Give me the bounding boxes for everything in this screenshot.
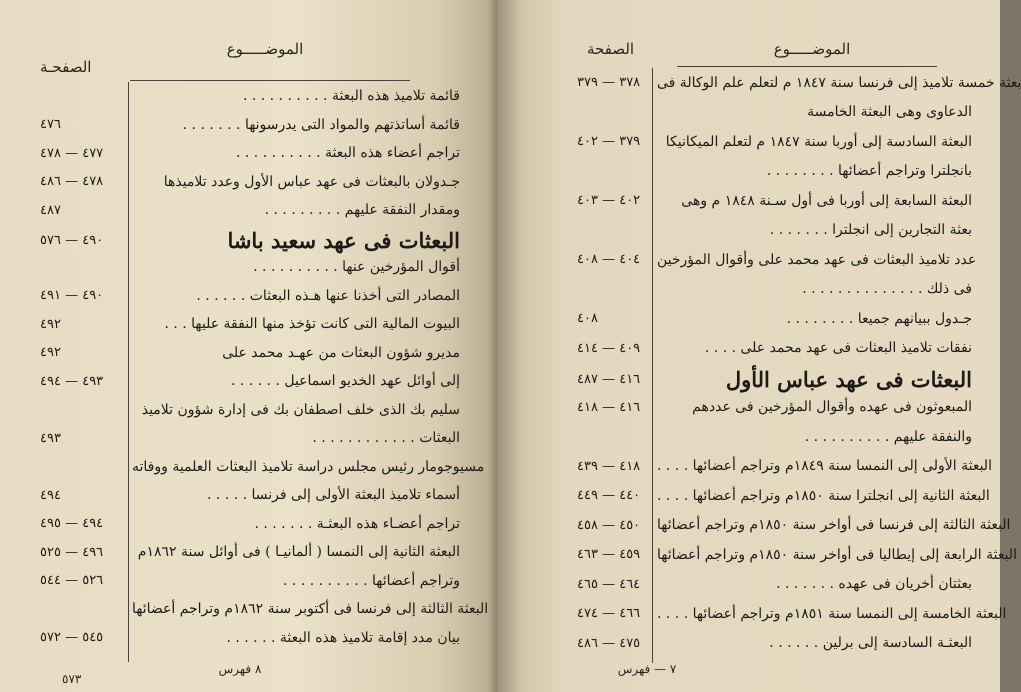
toc-entry (577, 334, 972, 364)
toc-entry-text: البعثة الثالثة إلى فرنسا فى أكتوبر سنة ١٨٦٢م وتراجم أعضائها (132, 601, 489, 618)
toc-entry-pages: ٤١٦ — ٤١٨ (577, 399, 641, 415)
toc-entry (577, 304, 972, 334)
toc-entry-text: أقوال المؤرخين عنها . . . . . . . . . . (253, 259, 460, 276)
toc-entry (577, 275, 972, 305)
toc-entry-text: أسماء تلاميذ البعثة الأولى إلى فرنسا . . . . . (207, 487, 460, 504)
toc-entry-pages: ٤٧٨ — ٤٨٦ (40, 174, 104, 190)
toc-entry-pages: ٤٩٠ — ٥٧٦ (40, 233, 104, 249)
toc-entry (40, 196, 460, 225)
toc-entry-pages: ٤٩٦ — ٥٢٥ (40, 544, 104, 560)
toc-entry-text: بعثة التجارين إلى انجلترا . . . . . . . (769, 222, 972, 239)
toc-entry-pages: ٤٥٩ — ٤٦٣ (577, 547, 641, 563)
right-page (497, 0, 1021, 692)
toc-entry (40, 510, 460, 539)
toc-entry (577, 629, 972, 659)
toc-entry-pages: ٣٧٩ — ٤٠٢ (577, 134, 641, 150)
toc-entry (40, 538, 460, 567)
toc-entry-text: الدعاوى وهى البعثة الخامسة (807, 104, 972, 121)
toc-entry (577, 452, 992, 482)
toc-entry-pages: ٤١٨ — ٤٣٩ (577, 458, 641, 474)
toc-entry (40, 396, 460, 425)
toc-entry (40, 139, 460, 168)
toc-entry-text: البعثـة السادسة إلى برلين . . . . . . (769, 635, 972, 652)
toc-entry-pages: ٥٢٦ — ٥٤٤ (40, 573, 104, 589)
toc-entry-pages: ٤٩٤ — ٤٩٥ (40, 516, 104, 532)
toc-entry-pages: ٤٧٧ — ٤٧٨ (40, 145, 104, 161)
toc-entry-pages: ٤٦٦ — ٤٧٤ (577, 606, 641, 622)
toc-entry (577, 186, 972, 216)
toc-entry (40, 282, 460, 311)
toc-entry (577, 393, 972, 423)
toc-entry-text: نفقات تلاميذ البعثات فى عهد محمد على . . . . (704, 340, 972, 357)
toc-entry-text: البعثة الخامسة إلى النمسا سنة ١٨٥١م وتراجم أعضائها . . . . (657, 605, 1007, 622)
toc-entry (40, 253, 460, 282)
toc-entry-pages: ٤٧٥ — ٤٨٦ (577, 635, 641, 651)
toc-entry-text: سليم بك الذى خلف اصطفان بك فى إدارة شؤون تلاميذ (141, 401, 460, 418)
toc-entry (577, 98, 972, 128)
toc-entry (577, 570, 972, 600)
toc-section-heading (40, 227, 460, 256)
toc-entry-text: البعثة الأولى إلى النمسا سنة ١٨٤٩م وتراجم أعضائها . . . . (657, 458, 992, 475)
toc-entry-text: بيان مدد إقامة تلاميذ هذه البعثة . . . . . . (226, 629, 460, 646)
toc-entry-text: قائمة أساتذتهم والمواد التى يدرسونها . . . . . . . (182, 116, 460, 133)
toc-section-title: البعثات فى عهد عباس الأول (725, 367, 972, 393)
toc-entry (40, 339, 460, 368)
toc-entry-text: البعثة الثانية إلى النمسا ( ألمانيـا ) فى أوائل سنة ١٨٦٢م (137, 544, 460, 561)
toc-entry-text: مديرو شؤون البعثات من عهـد محمد على (222, 344, 460, 361)
toc-entry-text: البعثة السادسة إلى أوربا سنة ١٨٤٧ م لتعلم الميكانيكا (665, 133, 972, 150)
toc-entry (40, 595, 489, 624)
toc-entry (40, 424, 460, 453)
toc-entry-pages: ٤١٦ — ٤٨٧ (577, 372, 641, 388)
toc-section-title: البعثات فى عهد سعيد باشا (227, 228, 460, 254)
toc-entry-text: بانجلترا وتراجم أعضائها . . . . . . . . (766, 163, 972, 180)
toc-entry-text: قائمة تلاميذ هذه البعثة . . . . . . . . . . (242, 88, 460, 105)
toc-entry-pages: ٤٠٢ — ٤٠٣ (577, 193, 641, 209)
left-page (0, 0, 497, 692)
toc-entry (577, 68, 1021, 98)
toc-entry (40, 82, 460, 111)
toc-entry (577, 245, 977, 275)
left-footer-page-number: ٥٧٣ (62, 672, 82, 686)
toc-entry-text: البعثة السابعة إلى أوربا فى أول سـنة ١٨٤٨ م وهى (681, 192, 972, 209)
toc-entry-text: جـدولان بالبعثات فى عهد عباس الأول وعدد تلاميذها (163, 173, 460, 190)
toc-entry-pages: ٤٠٨ (577, 311, 598, 327)
toc-entry-pages: ٥٤٥ — ٥٧٢ (40, 630, 104, 646)
toc-entry-pages: ٤٩٣ — ٤٩٤ (40, 373, 104, 389)
left-header-rule (130, 80, 410, 81)
toc-entry-pages: ٣٧٨ — ٣٧٩ (577, 75, 641, 91)
toc-entry-pages: ٤٩٣ (40, 430, 61, 446)
toc-entry (40, 453, 485, 482)
toc-entry-text: البعثة الرابعة إلى إيطاليا فى أواخر سنة ١٨٥٠م وتراجم أعضائها (657, 546, 1017, 563)
toc-entry (577, 481, 990, 511)
toc-entry-pages: ٤٥٠ — ٤٥٨ (577, 517, 641, 533)
toc-entry (40, 367, 460, 396)
toc-entry-text: تراجم أعضاء هذه البعثة . . . . . . . . . . (236, 145, 460, 162)
toc-entry-text: المصادر التى أخذنا عنها هـذه البعثات . . . . . . (196, 287, 460, 304)
toc-entry-pages: ٤٦٤ — ٤٦٥ (577, 576, 641, 592)
toc-entry-pages: ٤٩٢ (40, 316, 61, 332)
left-footer-page (62, 672, 81, 686)
toc-entry-pages: ٤٠٩ — ٤١٤ (577, 340, 641, 356)
right-header-rule (677, 66, 937, 67)
toc-entry-text: البعثة الثالثة إلى فرنسا فى أواخر سنة ١٨٥٠م وتراجم أعضائها (657, 517, 1011, 534)
toc-entry-pages: ٤٩٤ (40, 487, 61, 503)
toc-section-heading (577, 365, 972, 395)
toc-entry (577, 540, 1017, 570)
toc-entry (40, 168, 460, 197)
toc-entry-text: وتراجم أعضائها . . . . . . . . . . (283, 572, 460, 589)
toc-entry-pages: ٤٩٠ — ٤٩١ (40, 288, 104, 304)
toc-entry-text: عدد تلاميذ البعثات فى عهد محمد على وأقوال المؤرخين (657, 251, 977, 268)
toc-entry-text: بعثة خمسة تلاميذ إلى فرنسا سنة ١٨٤٧ م لتعلم علم الوكالة فى (657, 74, 1021, 91)
toc-entry-pages: ٤٨٧ (40, 202, 61, 218)
toc-entry-text: البعثة الثانية إلى انجلترا سنة ١٨٥٠م وتراجم أعضائها . . . . (657, 487, 990, 504)
right-header-page: الصفحة (587, 40, 635, 58)
toc-entry (577, 127, 972, 157)
left-footer (140, 662, 340, 676)
toc-entry (577, 599, 1007, 629)
right-footer (547, 662, 747, 676)
toc-entry (577, 422, 972, 452)
toc-entry-pages: ٤٧٦ (40, 117, 61, 133)
toc-entry-pages: ٤٩٢ (40, 345, 61, 361)
right-footer-label: ٧ — فهرس (617, 662, 677, 676)
toc-entry-text: مسيوجومار رئيس مجلس دراسة تلاميذ البعثات العلمية ووفاته (132, 458, 485, 475)
toc-entry-text: المبعوثون فى عهده وأقوال المؤرخين فى عددهم (692, 399, 972, 416)
toc-entry-pages: ٤٠٤ — ٤٠٨ (577, 252, 641, 268)
toc-entry (577, 511, 1011, 541)
toc-entry-text: ومقدار النفقة عليهم . . . . . . . . . (264, 202, 460, 219)
toc-entry-text: والنفقة عليهم . . . . . . . . . . (804, 428, 972, 445)
toc-entry-text: تراجم أعضـاء هذه البعثـة . . . . . . . (254, 515, 460, 532)
right-header-topic: الموضـــــوع (773, 40, 851, 58)
toc-entry (40, 310, 460, 339)
toc-entry (40, 624, 460, 653)
toc-entry (40, 567, 460, 596)
left-header-topic: الموضـــــوع (226, 40, 304, 58)
toc-entry-text: البعثات . . . . . . . . . . . . (312, 430, 460, 447)
toc-entry (40, 111, 460, 140)
toc-entry (577, 216, 972, 246)
toc-entry (577, 157, 972, 187)
left-header-page: الصفحـة (40, 58, 92, 76)
toc-entry-pages: ٤٤٠ — ٤٤٩ (577, 488, 641, 504)
left-footer-label: ٨ فهرس (218, 662, 262, 676)
toc-entry-text: إلى أوائل عهد الخديو اسماعيل . . . . . . (230, 373, 460, 390)
toc-entry-text: البيوت المالية التى كانت تؤخذ منها النفقة عليها . . . (164, 316, 460, 333)
toc-entry-text: بعثتان أخريان فى عهده . . . . . . . (776, 576, 972, 593)
toc-entry-text: جـدول ببيانهم جميعا . . . . . . . . (786, 310, 972, 327)
toc-entry (40, 481, 460, 510)
toc-entry-text: فى ذلك . . . . . . . . . . . . . . (802, 281, 972, 298)
